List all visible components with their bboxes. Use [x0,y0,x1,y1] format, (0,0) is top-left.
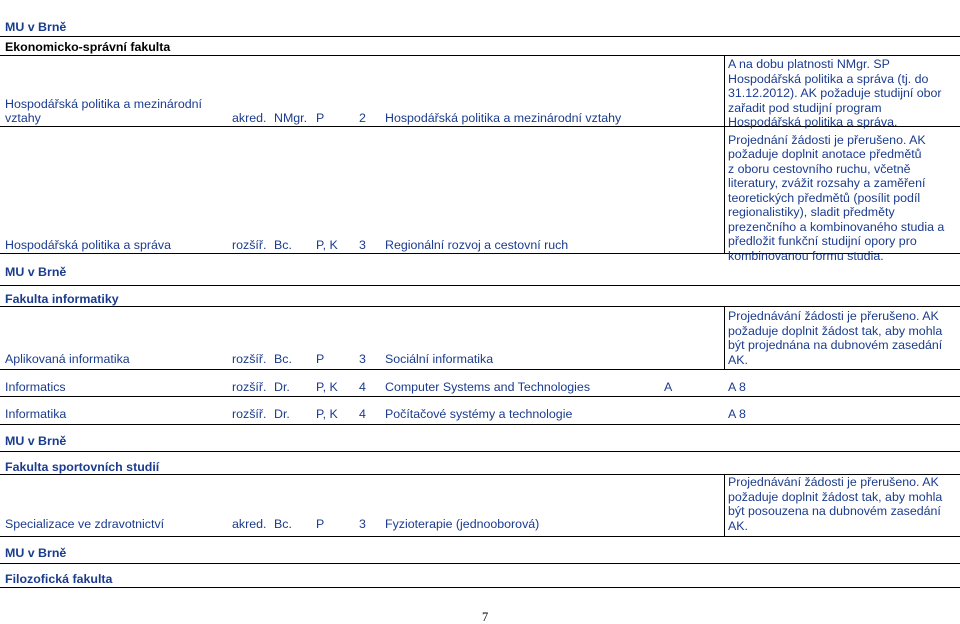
note-line: literatury, zvážit rozsahy a zaměření [728,176,926,190]
note-line: být projednána na dubnovém zasedání [728,338,943,352]
study-program: Regionální rozvoj a cestovní ruch [385,238,569,252]
field-name: vztahy [5,111,41,125]
faculty-heading: Fakulta informatiky [5,292,119,306]
study-years: 4 [359,380,366,394]
row-divider [0,536,960,537]
study-form: P [316,517,325,531]
field-name: Specializace ve zdravotnictví [5,517,165,531]
faculty-heading: Ekonomicko-správní fakulta [5,40,171,54]
study-form: P, K [316,407,338,421]
university-heading: MU v Brně [5,546,67,560]
study-program: Počítačové systémy a technologie [385,407,573,421]
faculty-heading: Fakulta sportovních studií [5,460,160,474]
note-line: prezenčního a kombinovaného studia a [728,219,945,234]
study-form: P [316,111,325,125]
study-years: 3 [359,238,366,252]
university-heading: MU v Brně [5,20,67,34]
field-name: Hospodářská politika a správa [5,238,171,252]
note-line: A na dobu platnosti NMgr. SP [728,57,890,71]
note-line: kombinovanou formu studia. [728,248,884,263]
row-divider [0,451,960,452]
degree: Dr. [274,407,290,421]
study-form: P [316,352,325,366]
row-divider [0,285,960,286]
study-years: 4 [359,407,366,421]
column-divider [724,306,725,369]
note-line: AK. [728,352,748,367]
note-line: 31.12.2012). AK požaduje studijní obor [728,86,942,100]
degree: Bc. [274,517,292,531]
column-divider [724,55,725,253]
row-divider [0,306,960,307]
field-name: Aplikovaná informatika [5,352,130,366]
row-divider [0,424,960,425]
note-line: předložit funkční studijní opory pro [728,234,917,248]
note-line: teoretických předmětů (posílit podíl [728,190,921,205]
row-divider [0,587,960,588]
note-line: zařadit pod studijní program [728,100,882,115]
row-divider [0,396,960,397]
study-form: P, K [316,238,338,252]
note-line: Projednávání žádosti je přerušeno. AK [728,475,939,489]
request-type: akred. [232,517,267,531]
note-line: Projednávání žádosti je přerušeno. AK [728,309,939,323]
note-line: Projednání žádosti je přerušeno. AK [728,132,926,147]
study-program: Hospodářská politika a mezinárodní vztahy [385,111,622,125]
field-name: Hospodářská politika a mezinárodní [5,97,202,111]
note-line: být posouzena na dubnovém zasedání [728,504,941,518]
study-program: Fyzioterapie (jednooborová) [385,517,540,531]
row-divider [0,55,960,56]
degree: Dr. [274,380,290,394]
validity: A 8 [728,407,746,421]
degree: NMgr. [274,111,308,125]
study-years: 2 [359,111,366,125]
degree: Bc. [274,352,292,366]
decision-note [728,475,958,533]
field-name: Informatics [5,380,66,394]
request-type: rozšíř. [232,380,267,394]
university-heading: MU v Brně [5,265,67,279]
decision-note [728,309,958,367]
study-program: Sociální informatika [385,352,494,366]
request-type: rozšíř. [232,407,267,421]
note-line: Hospodářská politika a správa (tj. do [728,71,929,86]
study-years: 3 [359,517,366,531]
note-line: požaduje doplnit anotace předmětů [728,147,922,161]
row-divider [0,36,960,37]
row-divider [0,369,960,370]
note-line: požaduje doplnit žádost tak, aby mohla [728,323,943,338]
page-number: 7 [482,610,489,624]
note-line: AK. [728,518,748,533]
study-program: Computer Systems and Technologies [385,380,591,394]
note-line: Hospodářská politika a správa. [728,115,898,129]
note-line: požaduje doplnit žádost tak, aby mohla [728,489,943,504]
row-divider [0,563,960,564]
study-years: 3 [359,352,366,366]
teaching-language: A [664,380,673,394]
request-type: rozšíř. [232,352,267,366]
column-divider [724,474,725,536]
faculty-heading: Filozofická fakulta [5,572,113,586]
request-type: rozšíř. [232,238,267,252]
university-heading: MU v Brně [5,434,67,448]
validity: A 8 [728,380,746,394]
degree: Bc. [274,238,292,252]
note-line: z oboru cestovního ruchu, včetně [728,161,911,176]
field-name: Informatika [5,407,67,421]
decision-note [728,57,958,263]
study-form: P, K [316,380,338,394]
note-line: regionalistiky), sladit předměty [728,205,895,219]
request-type: akred. [232,111,267,125]
